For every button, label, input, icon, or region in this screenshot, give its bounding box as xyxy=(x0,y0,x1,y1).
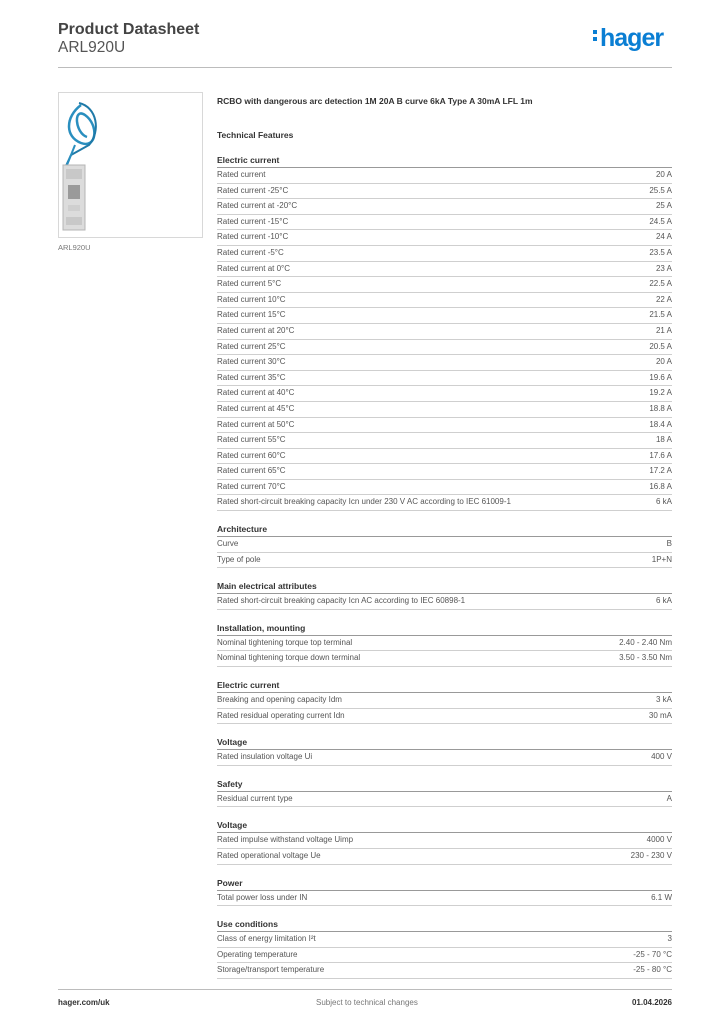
spec-label: Rated current xyxy=(217,170,266,179)
spec-section xyxy=(217,522,672,568)
spec-label: Rated current 60°C xyxy=(217,450,286,460)
spec-value: 3 kA xyxy=(655,695,672,705)
spec-value: 22.5 A xyxy=(649,279,672,289)
spec-value: 25.5 A xyxy=(649,185,672,195)
footer-divider xyxy=(58,989,672,990)
spec-row xyxy=(217,355,672,371)
product-image xyxy=(58,92,203,238)
spec-value: 23.5 A xyxy=(649,247,672,257)
section-title: Use conditions xyxy=(217,917,672,932)
spec-sections xyxy=(217,153,672,979)
product-description: RCBO with dangerous arc detection 1M 20A B curve 6kA Type A 30mA LFL 1m xyxy=(217,96,533,106)
spec-value: 21.5 A xyxy=(649,310,672,320)
spec-value: 6 kA xyxy=(655,497,672,507)
spec-row xyxy=(217,340,672,356)
section-title: Electric current xyxy=(217,153,672,168)
spec-value: 18 A xyxy=(655,435,672,445)
section-title: Power xyxy=(217,876,672,891)
spec-row xyxy=(217,386,672,402)
footer-notice: Subject to technical changes xyxy=(316,998,418,1007)
spec-label: Rated current -10°C xyxy=(217,232,289,242)
spec-label: Class of energy limitation I²t xyxy=(217,934,316,944)
spec-label: Rated current at 45°C xyxy=(217,403,295,413)
spec-label: Rated current -25°C xyxy=(217,185,289,195)
spec-row xyxy=(217,230,672,246)
spec-row xyxy=(217,199,672,215)
spec-label: Rated current -15°C xyxy=(217,216,289,226)
spec-section xyxy=(217,818,672,864)
spec-row xyxy=(217,184,672,200)
spec-label: Rated current 35°C xyxy=(217,372,286,382)
spec-value: 30 mA xyxy=(648,710,672,720)
spec-value: 20 A xyxy=(655,357,672,367)
spec-label: Rated current 25°C xyxy=(217,341,286,351)
spec-value: 17.6 A xyxy=(649,450,672,460)
spec-row xyxy=(217,948,672,964)
spec-row xyxy=(217,792,672,808)
spec-row xyxy=(217,480,672,496)
spec-value: 3 xyxy=(667,934,672,944)
section-title: Safety xyxy=(217,777,672,792)
spec-label: Rated current 5°C xyxy=(217,279,282,289)
spec-value: 400 V xyxy=(651,752,672,762)
spec-section xyxy=(217,579,672,610)
spec-row xyxy=(217,262,672,278)
spec-value: 17.2 A xyxy=(649,466,672,476)
spec-value: 16.8 A xyxy=(649,481,672,491)
spec-label: Rated short-circuit breaking capacity Icn AC according to IEC 60898-1 xyxy=(217,596,466,606)
section-title: Main electrical attributes xyxy=(217,579,672,594)
spec-label: Rated current at 40°C xyxy=(217,388,295,398)
spec-row xyxy=(217,277,672,293)
spec-value: -25 - 70 °C xyxy=(633,949,672,959)
spec-row xyxy=(217,308,672,324)
logo-dots-icon xyxy=(593,30,598,44)
spec-label: Total power loss under IN xyxy=(217,892,308,902)
spec-row xyxy=(217,553,672,569)
spec-row xyxy=(217,293,672,309)
spec-value: 20 A xyxy=(655,170,672,179)
spec-label: Rated current at 0°C xyxy=(217,263,291,273)
hager-logo xyxy=(593,24,663,53)
page-title: Product Datasheet xyxy=(58,21,200,38)
spec-label: Rated current at -20°C xyxy=(217,201,298,211)
spec-label: Breaking and opening capacity Idm xyxy=(217,695,342,705)
spec-value: 6.1 W xyxy=(651,892,672,902)
spec-row xyxy=(217,371,672,387)
spec-section xyxy=(217,678,672,724)
spec-row xyxy=(217,891,672,907)
spec-row xyxy=(217,324,672,340)
spec-label: Rated impulse withstand voltage Uimp xyxy=(217,835,354,845)
spec-label: Rated insulation voltage Ui xyxy=(217,752,313,762)
spec-table xyxy=(217,94,672,979)
spec-section xyxy=(217,621,672,667)
spec-label: Rated residual operating current Idn xyxy=(217,710,345,720)
spec-row xyxy=(217,168,672,184)
spec-section xyxy=(217,735,672,766)
section-title: Architecture xyxy=(217,522,672,537)
spec-section xyxy=(217,876,672,907)
spec-row xyxy=(217,636,672,652)
spec-row xyxy=(217,537,672,553)
spec-label: Operating temperature xyxy=(217,949,298,959)
spec-value: 4000 V xyxy=(646,835,672,845)
spec-value: 20.5 A xyxy=(649,341,672,351)
spec-row xyxy=(217,402,672,418)
spec-label: Curve xyxy=(217,539,239,549)
spec-section xyxy=(217,917,672,979)
spec-label: Storage/transport temperature xyxy=(217,965,325,975)
spec-label: Nominal tightening torque down terminal xyxy=(217,653,361,663)
spec-row xyxy=(217,246,672,262)
section-title: Voltage xyxy=(217,818,672,833)
spec-value: 1P+N xyxy=(651,554,672,564)
spec-value: A xyxy=(666,793,672,803)
spec-value: 3.50 - 3.50 Nm xyxy=(619,653,672,663)
spec-row xyxy=(217,464,672,480)
spec-value: -25 - 80 °C xyxy=(633,965,672,975)
spec-value: B xyxy=(666,539,672,549)
spec-row xyxy=(217,932,672,948)
spec-label: Residual current type xyxy=(217,793,293,803)
spec-row xyxy=(217,651,672,667)
section-title: Electric current xyxy=(217,678,672,693)
spec-label: Rated current 10°C xyxy=(217,294,286,304)
logo-text: hager xyxy=(600,24,664,52)
spec-value: 18.8 A xyxy=(649,403,672,413)
spec-value: 22 A xyxy=(655,294,672,304)
spec-value: 230 - 230 V xyxy=(630,851,672,860)
spec-value: 25 A xyxy=(655,201,672,211)
spec-label: Rated current -5°C xyxy=(217,247,284,257)
spec-value: 18.4 A xyxy=(649,419,672,429)
spec-value: 24 A xyxy=(655,232,672,242)
spec-label: Rated current 15°C xyxy=(217,310,286,320)
spec-row xyxy=(217,709,672,725)
spec-row xyxy=(217,418,672,434)
spec-value: 19.2 A xyxy=(649,388,672,398)
spec-label: Rated current 55°C xyxy=(217,435,286,445)
spec-label: Rated current 30°C xyxy=(217,357,286,367)
section-title: Voltage xyxy=(217,735,672,750)
spec-label: Rated current at 50°C xyxy=(217,419,295,429)
technical-features-heading: Technical Features xyxy=(217,130,294,140)
spec-value: 24.5 A xyxy=(649,216,672,226)
spec-label: Rated operational voltage Ue xyxy=(217,851,321,860)
spec-row xyxy=(217,693,672,709)
image-caption: ARL920U xyxy=(58,243,91,252)
spec-row xyxy=(217,215,672,231)
spec-row xyxy=(217,849,672,865)
spec-section xyxy=(217,777,672,808)
spec-value: 19.6 A xyxy=(649,372,672,382)
spec-label: Rated current 70°C xyxy=(217,481,286,491)
spec-label: Rated current at 20°C xyxy=(217,325,295,335)
footer-date: 01.04.2026 xyxy=(631,998,672,1007)
spec-value: 2.40 - 2.40 Nm xyxy=(619,637,672,647)
spec-row xyxy=(217,750,672,766)
footer-website: hager.com/uk xyxy=(58,998,110,1007)
spec-section xyxy=(217,153,672,511)
spec-label: Rated short-circuit breaking capacity Icn under 230 V AC according to IEC 61009-1 xyxy=(217,497,511,507)
spec-value: 21 A xyxy=(655,325,672,335)
spec-label: Rated current 65°C xyxy=(217,466,286,476)
spec-label: Type of pole xyxy=(217,554,261,564)
header-divider xyxy=(58,67,672,68)
section-title: Installation, mounting xyxy=(217,621,672,636)
product-code: ARL920U xyxy=(58,39,126,56)
spec-row xyxy=(217,495,672,511)
spec-row xyxy=(217,433,672,449)
rcbo-device-icon xyxy=(59,93,202,237)
spec-value: 23 A xyxy=(655,263,672,273)
spec-row xyxy=(217,449,672,465)
spec-label: Nominal tightening torque top terminal xyxy=(217,637,353,647)
spec-row xyxy=(217,963,672,979)
spec-row xyxy=(217,833,672,849)
spec-row xyxy=(217,594,672,610)
spec-value: 6 kA xyxy=(655,596,672,606)
